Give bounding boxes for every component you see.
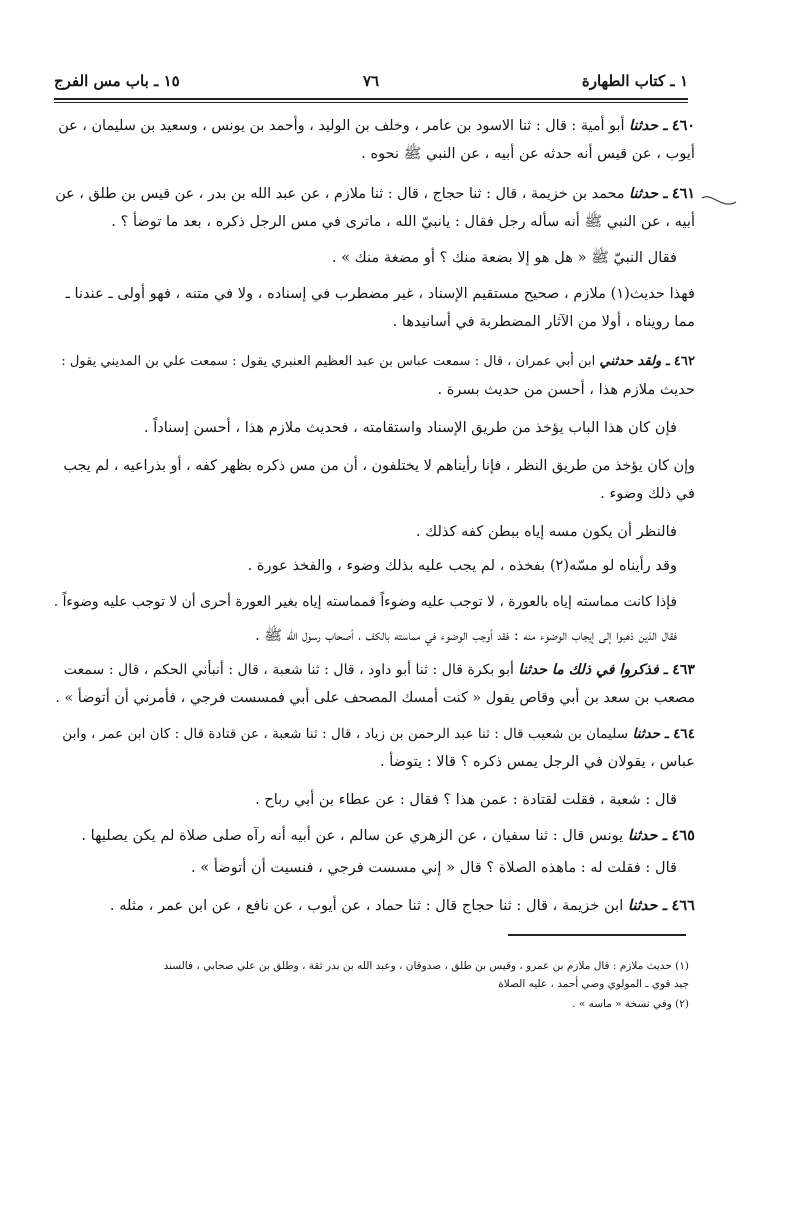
text-line: قال : شعبة ، فقلت لقتادة : عمن هذا ؟ فقال : عن عطاء بن أبي رباح . bbox=[255, 791, 677, 808]
header-book-title: ١ ـ كتاب الطهارة bbox=[581, 72, 688, 90]
margin-pen-mark bbox=[700, 188, 740, 212]
text-line: أيوب ، عن قيس أنه حدثه عن أبيه ، عن النبي ﷺ نحوه . bbox=[361, 145, 695, 162]
text-line: فإذا كانت مماسته إياه بالعورة ، لا توجب عليه وضوءاً فمماسته إياه بغير العورة أحرى أن لا توجب عليه وضوءاً . bbox=[53, 594, 677, 610]
running-header bbox=[54, 72, 688, 94]
text-line: ٤٦٠ ـ حدثنا أبو أمية : قال : ثنا الاسود بن عامر ، وخلف بن الوليد ، وأحمد بن يونس ، وسعيد بن سليمان ، عن bbox=[58, 118, 695, 134]
text-line: فهذا حديث(١) ملازم ، صحيح مستقيم الإسناد ، غير مضطرب في إسناده ، ولا في متنه ، فهو أولى ـ عندنا ـ bbox=[65, 285, 695, 302]
text-line: مما رويناه ، أولا من الآثار المضطربة في أسانيدها . bbox=[392, 313, 695, 330]
text-line: ٤٦٤ ـ حدثنا سليمان بن شعيب قال : ثنا عبد الرحمن بن زياد ، قال : ثنا شعبة ، عن قتادة قال : كان ابن عمر ، وابن bbox=[62, 726, 695, 742]
header-rule bbox=[54, 98, 688, 100]
text-line: وقد رأيناه لو مسّه(٢) بفخذه ، لم يجب عليه بذلك وضوء ، والفخذ عورة . bbox=[247, 557, 677, 574]
header-chapter-title: ١٥ ـ باب مس الفرج bbox=[54, 72, 180, 90]
text-line: في ذلك وضوء . bbox=[600, 485, 695, 502]
header-rule-thin bbox=[54, 102, 688, 103]
text-line: قال : فقلت له : ماهذه الصلاة ؟ قال « إني مسست فرجي ، فنسيت أن أتوضأ » . bbox=[191, 859, 677, 876]
text-line: ٤٦٢ ـ ولقد حدثني ابن أبي عمران ، قال : سمعت عباس بن عبد العظيم العنبري يقول : سمعت علي بن المديني يقول : bbox=[61, 354, 695, 369]
text-line: فالنظر أن يكون مسه إياه ببطن كفه كذلك . bbox=[415, 523, 677, 540]
text-line: ٤٦١ ـ حدثنا محمد بن خزيمة ، قال : ثنا حجاج ، قال : ثنا ملازم ، عن عبد الله بن بدر ، عن قيس بن طلق ، عن bbox=[55, 186, 695, 202]
text-line: حديث ملازم هذا ، أحسن من حديث بسرة . bbox=[437, 381, 695, 398]
footnote: (١) حديث ملازم : قال ملازم بن عمرو ، وقيس بن طلق ، صدوقان ، وعبد الله بن بدر ثقة ، وطلق بن علي صحابي ، فالسند bbox=[163, 960, 689, 972]
text-line: أبيه ، عن النبي ﷺ أنه سأله رجل فقال : يانبيّ الله ، ماترى في مس الرجل ذكره ، بعد ما توضأ ؟ . bbox=[111, 213, 695, 230]
footnote: جيد قوي ـ المولوي وصي أحمد ، عليه الصلاة bbox=[498, 978, 689, 990]
footnote-rule bbox=[508, 934, 686, 936]
footnote: (٢) وفي نسخة « ماسه » . bbox=[572, 998, 689, 1010]
text-line: فإن كان هذا الباب يؤخذ من طريق الإسناد واستقامته ، فحديث ملازم هذا ، أحسن إسناداً . bbox=[143, 419, 677, 436]
text-line: فقال النبيّ ﷺ « هل هو إلا بضعة منك ؟ أو مضغة منك » . bbox=[331, 249, 677, 266]
text-line: وإن كان يؤخذ من طريق النظر ، فإنا رأيناهم لا يختلفون ، أن من مس ذكره بظهر كفه ، أو بذراعيه ، لم يجب bbox=[63, 458, 695, 474]
text-line: مصعب بن سعد بن أبي وقاص يقول « كنت أمسك المصحف على أبي فمسست فرجي ، فأمرني أن أتوضأ » . bbox=[55, 690, 695, 706]
text-line: ٤٦٦ ـ حدثنا ابن خزيمة ، قال : ثنا حجاج قال : ثنا حماد ، عن أيوب ، عن نافع ، عن ابن عمر ، مثله . bbox=[109, 897, 695, 914]
text-line: ٤٦٥ ـ حدثنا يونس قال : ثنا سفيان ، عن الزهري عن سالم ، عن أبيه أنه رآه صلى صلاة لم يكن يصليها . bbox=[81, 827, 695, 844]
page-number: ٧٦ bbox=[362, 72, 380, 90]
text-line: ٤٦٣ ـ فذكروا في ذلك ما حدثنا أبو بكرة قال : ثنا أبو داود ، قال : ثنا شعبة ، قال : أنبأني الحكم ، قال : سمعت bbox=[63, 662, 695, 678]
text-line: فقال الذين ذهبوا إلى إيجاب الوضوء منه : فقد أوجب الوضوء في مماسته بالكف ، أصحاب رسول الله ﷺ . bbox=[255, 627, 677, 644]
text-line: عباس ، يقولان في الرجل يمس ذكره ؟ قالا : يتوضأ . bbox=[379, 753, 695, 770]
